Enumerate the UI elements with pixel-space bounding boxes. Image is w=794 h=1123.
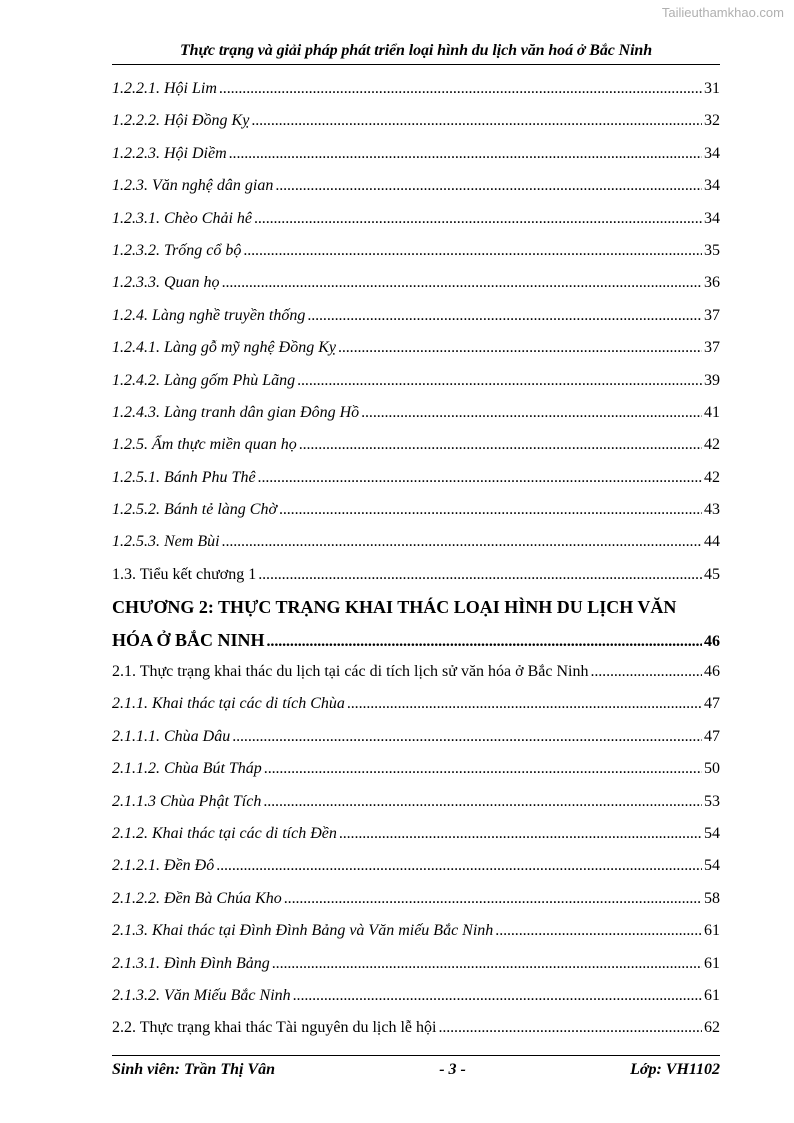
toc-entry-page: 45 [704, 565, 720, 583]
toc-entry-page: 54 [704, 857, 720, 875]
toc-entry-label: 1.2.5. Ẩm thực miền quan họ [112, 436, 297, 454]
toc-entry-label: 2.1.2.2. Đền Bà Chúa Kho [112, 889, 282, 907]
toc-entry-label: 2.1.1.2. Chùa Bút Tháp [112, 760, 262, 778]
toc-entry[interactable] [112, 397, 720, 429]
toc-section-chapter-2 [112, 656, 720, 1045]
toc-entry-page: 61 [704, 986, 720, 1004]
toc-entry-page: 34 [704, 209, 720, 227]
toc-entry-label: HÓA Ở BẮC NINH [112, 629, 265, 650]
dot-leader [243, 235, 702, 267]
dot-leader [307, 300, 702, 332]
toc-entry[interactable] [112, 559, 720, 591]
toc-entry[interactable] [112, 235, 720, 267]
toc-entry-page: 35 [704, 241, 720, 259]
toc-entry[interactable] [112, 138, 720, 170]
toc-entry-label: 2.1.2.1. Đền Đô [112, 857, 215, 875]
toc-entry-label: 1.2.5.3. Nem Bùi [112, 533, 220, 551]
toc-entry-label: 1.2.3.3. Quan họ [112, 274, 220, 292]
toc-entry-label: 1.2.3.1. Chèo Chải hê [112, 209, 252, 227]
table-of-contents [112, 73, 720, 1045]
dot-leader [347, 688, 702, 720]
toc-entry[interactable] [112, 170, 720, 202]
toc-entry[interactable] [112, 1012, 720, 1044]
toc-entry-page: 54 [704, 824, 720, 842]
dot-leader [438, 1012, 702, 1044]
footer-divider [112, 1055, 720, 1056]
toc-entry-page: 50 [704, 760, 720, 778]
toc-entry-label: 1.2.4. Làng nghề truyền thống [112, 306, 306, 324]
toc-entry-page: 43 [704, 501, 720, 519]
toc-entry-page: 37 [704, 306, 720, 324]
toc-entry-label: 2.1. Thực trạng khai thác du lịch tại các di tích lịch sử văn hóa ở Bắc Ninh [112, 663, 589, 681]
toc-entry-page: 36 [704, 274, 720, 292]
toc-entry[interactable] [112, 526, 720, 558]
footer-page-number: - 3 - [439, 1061, 466, 1078]
page-header: Thực trạng và giải pháp phát triển loại hình du lịch văn hoá ở Bắc Ninh [179, 42, 653, 59]
dot-leader [297, 365, 702, 397]
dot-leader [338, 332, 702, 364]
toc-entry[interactable] [112, 883, 720, 915]
dot-leader [293, 980, 702, 1012]
toc-entry-page: 32 [704, 112, 720, 130]
dot-leader [254, 203, 702, 235]
dot-leader [216, 850, 702, 882]
toc-entry-label: 1.2.2.1. Hội Lim [112, 80, 217, 97]
toc-entry[interactable] [112, 494, 720, 526]
toc-entry-page: 61 [704, 954, 720, 972]
chapter-2-heading: CHƯƠNG 2: THỰC TRẠNG KHAI THÁC LOẠI HÌNH DU LỊCH VĂN [112, 597, 677, 618]
toc-entry[interactable] [112, 786, 720, 818]
toc-entry-page: 42 [704, 436, 720, 454]
toc-entry[interactable] [112, 688, 720, 720]
toc-entry-page: 46 [704, 632, 720, 650]
toc-entry-page: 34 [704, 144, 720, 162]
dot-leader [229, 138, 702, 170]
toc-entry-page: 44 [704, 533, 720, 551]
page-footer [112, 1061, 720, 1079]
toc-entry[interactable] [112, 818, 720, 850]
watermark: Tailieuthamkhao.com [661, 5, 784, 20]
toc-section-chapter-1 [112, 73, 720, 591]
toc-entry-page: 41 [704, 403, 720, 421]
toc-entry-label: 2.1.1.1. Chùa Dâu [112, 727, 231, 745]
dot-leader [222, 267, 702, 299]
toc-entry-label: 1.2.3.2. Trống cổ bộ [112, 241, 242, 259]
toc-entry[interactable] [112, 915, 720, 947]
toc-entry-label: 1.2.5.2. Bánh tẻ làng Chờ [112, 501, 277, 519]
toc-entry-page: 37 [704, 339, 720, 357]
toc-entry[interactable] [112, 203, 720, 235]
toc-entry-page: 31 [704, 80, 720, 97]
toc-entry[interactable] [112, 429, 720, 461]
toc-entry-label: 2.1.3.2. Văn Miếu Bắc Ninh [112, 986, 291, 1004]
toc-entry[interactable] [112, 980, 720, 1012]
toc-entry[interactable] [112, 300, 720, 332]
dot-leader [279, 494, 702, 526]
toc-entry-page: 47 [704, 695, 720, 713]
toc-entry-label: 1.3. Tiểu kết chương 1 [112, 565, 257, 583]
footer-student: Sinh viên: Trần Thị Vân [112, 1061, 276, 1078]
toc-entry[interactable] [112, 462, 720, 494]
toc-entry[interactable] [112, 73, 720, 105]
toc-entry-page: 58 [704, 889, 720, 907]
dot-leader [258, 462, 702, 494]
dot-leader [361, 397, 702, 429]
toc-entry-label: 2.1.3.1. Đình Đình Bảng [112, 954, 270, 972]
toc-entry[interactable] [112, 948, 720, 980]
dot-leader [222, 526, 702, 558]
toc-entry-page: 61 [704, 922, 720, 940]
dot-leader [272, 948, 702, 980]
toc-entry-page: 62 [704, 1019, 720, 1037]
toc-entry-page: 34 [704, 177, 720, 195]
toc-entry-label: 2.2. Thực trạng khai thác Tài nguyên du lịch lễ hội [112, 1019, 437, 1037]
toc-entry[interactable] [112, 721, 720, 753]
toc-entry-label: 1.2.3. Văn nghệ dân gian [112, 177, 274, 195]
toc-entry[interactable] [112, 105, 720, 137]
dot-leader [495, 915, 702, 947]
dot-leader [219, 73, 702, 105]
footer-class: Lớp: VH1102 [630, 1061, 720, 1078]
dot-leader [299, 429, 702, 461]
toc-entry-label: 2.1.2. Khai thác tại các di tích Đền [112, 824, 337, 842]
toc-entry-label: 2.1.1. Khai thác tại các di tích Chùa [112, 695, 345, 713]
toc-entry[interactable] [112, 332, 720, 364]
toc-entry-label: 1.2.5.1. Bánh Phu Thê [112, 468, 256, 486]
toc-entry-label: 1.2.4.1. Làng gỗ mỹ nghệ Đồng Kỵ [112, 339, 336, 357]
toc-entry[interactable] [112, 624, 720, 656]
toc-entry[interactable] [112, 267, 720, 299]
dot-leader [263, 786, 702, 818]
toc-entry-label: 1.2.4.3. Làng tranh dân gian Đông Hồ [112, 403, 360, 421]
toc-entry-page: 46 [704, 663, 720, 681]
dot-leader [258, 559, 702, 591]
dot-leader [264, 753, 702, 785]
toc-entry[interactable] [112, 656, 720, 688]
dot-leader [232, 721, 702, 753]
toc-entry[interactable] [112, 850, 720, 882]
dot-leader [339, 818, 702, 850]
toc-entry-label: 1.2.2.2. Hội Đồng Kỵ [112, 112, 250, 130]
dot-leader [267, 626, 702, 656]
toc-entry-page: 42 [704, 468, 720, 486]
toc-entry-page: 47 [704, 727, 720, 745]
toc-entry-label: 1.2.2.3. Hội Diềm [112, 144, 227, 162]
toc-entry[interactable] [112, 753, 720, 785]
toc-entry-page: 39 [704, 371, 720, 389]
dot-leader [284, 883, 702, 915]
toc-entry-page: 53 [704, 792, 720, 810]
toc-entry-label: 2.1.1.3 Chùa Phật Tích [112, 792, 262, 810]
toc-entry[interactable] [112, 365, 720, 397]
toc-entry-label: 1.2.4.2. Làng gốm Phù Lãng [112, 371, 296, 389]
header-divider [112, 64, 720, 65]
dot-leader [251, 105, 702, 137]
dot-leader [590, 656, 702, 688]
toc-entry-label: 2.1.3. Khai thác tại Đình Đình Bảng và Văn miếu Bắc Ninh [112, 922, 494, 940]
dot-leader [275, 170, 702, 202]
